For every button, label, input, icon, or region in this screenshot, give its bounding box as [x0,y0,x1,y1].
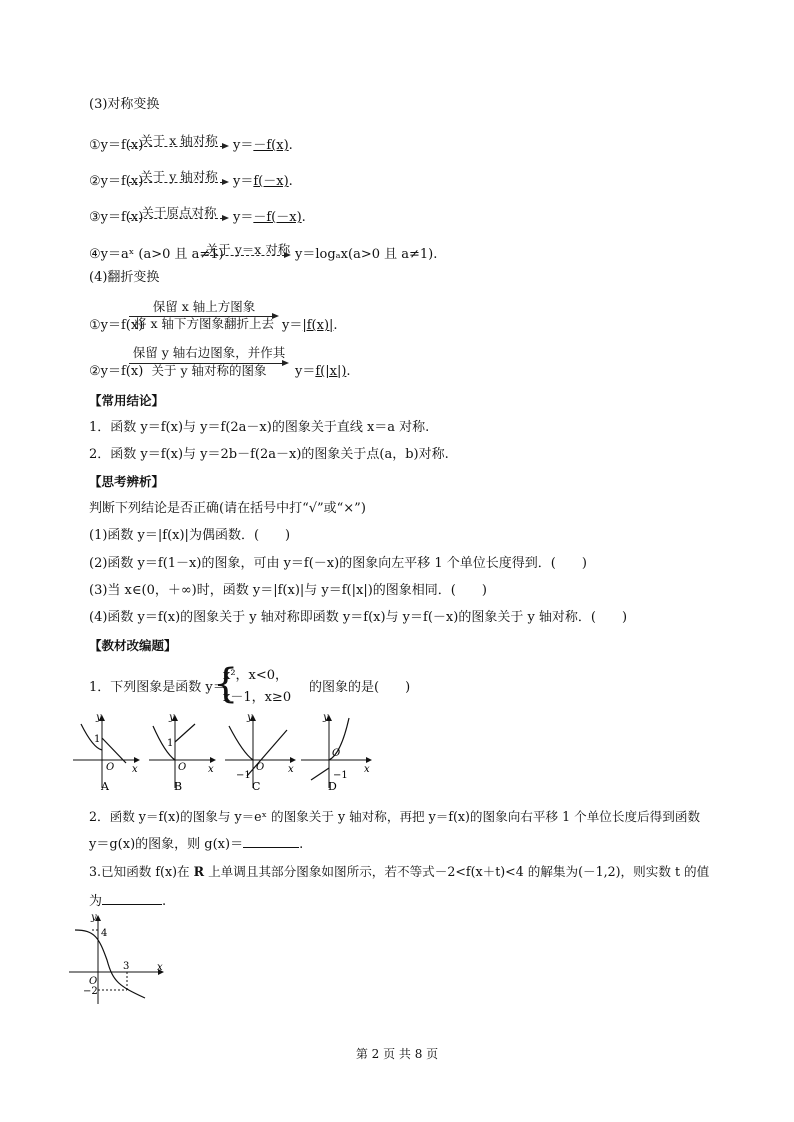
sym-line-4 [89,243,729,261]
q3-x-label: x [157,962,163,973]
graph-c-x-label: x [288,764,294,775]
conclusions-heading: 【常用结论】 [89,393,165,408]
flip-arrow-1-bottom: 将 x 轴下方图象翻折上去 [134,316,274,331]
graph-b [149,712,215,793]
q2-line-1: 2．函数 y＝f(x)的图象与 y＝eˣ 的图象关于 y 轴对称，再把 y＝f(x)的图象向右平移 1 个单位长度后得到函数 [89,809,701,824]
thinking-heading: 【思考辨析】 [89,474,165,489]
sym-line-2-post: y＝f(－x). [233,174,293,189]
graph-c-caption: C [252,780,261,793]
thinking-item-3: (3)当 x∈(0，＋∞)时，函数 y＝|f(x)|与 y＝f(|x|)的图象相同．( ) [89,583,487,598]
sym-line-1-answer: －f(x) [253,138,289,153]
q3-answer-blank[interactable] [102,892,162,905]
sym-line-3-post: y＝－f(－x). [233,210,306,225]
graph-c [225,712,295,793]
flip-arrow-1-top: 保留 x 轴上方图象 [152,299,256,314]
sym-arrow-2 [129,170,229,188]
graph-b-one-label: 1 [167,738,174,749]
thinking-item-2: (2)函数 y＝f(1－x)的图象，可由 y＝f(－x)的图象向左平移 1 个单位长度得到．( ) [89,556,587,571]
graph-d-neg-one-label: −1 [333,770,348,781]
conclusion-item-2: 2．函数 y＝f(x)与 y＝2b－f(2a－x)的图象关于点(a，b)对称. [89,447,449,462]
question-1 [89,661,689,707]
flip-arrow-2-top: 保留 y 轴右边图象，并作其 [132,345,286,360]
graph-b-origin: O [178,762,187,773]
sym-line-4-post: y＝logₐx(a>0 且 a≠1). [295,247,438,262]
thinking-intro: 判断下列结论是否正确(请在括号中打“√”或“×”) [89,501,366,516]
graph-d-x-label: x [364,764,370,775]
sym-line-1-pre: ①y＝f(x) [89,138,144,153]
graph-d-caption: D [328,780,337,793]
q1-post: 的图象的是( ) [309,680,411,695]
q3-neg-two-label: −2 [83,986,98,997]
q2-line-2: y＝g(x)的图象，则 g(x)＝ . [89,837,304,852]
sym-arrow-3-label: 关于原点对称 [141,205,217,220]
section4-heading: (4)翻折变换 [89,270,160,285]
flip-line-2 [89,342,689,382]
flip-line-1-answer: |f(x)| [302,318,334,333]
q3-line-1: 3.已知函数 f(x)在 R 上单调且其部分图象如图所示，若不等式－2<f(x＋t)<4 的解集为(－1,2)，则实数 t 的值 [89,864,710,879]
sym-line-1-post: y＝－f(x). [233,138,293,153]
sym-line-2-answer: f(－x) [253,174,289,189]
graph-a-one-label: 1 [94,734,101,745]
textbook-heading: 【教材改编题】 [89,638,177,653]
conclusion-item-1: 1．函数 y＝f(x)与 y＝f(2a－x)的图象关于直线 x＝a 对称. [89,420,430,435]
sym-line-3-answer: －f(－x) [253,210,302,225]
flip-line-1-pre: ①y＝f(x) [89,318,144,333]
sym-arrow-2-label: 关于 y 轴对称 [140,169,218,184]
q1-option-graphs [69,708,389,803]
graph-c-neg-one-label: −1 [236,770,251,781]
sym-arrow-1 [129,134,229,152]
graph-a-x-label: x [132,764,138,775]
graph-c-origin: O [256,762,265,773]
graph-c-y-label: y [247,712,253,723]
sym-line-3 [89,206,689,224]
q3-real-set: R [193,864,205,879]
q3-four-label: 4 [101,928,108,939]
sym-line-3-pre: ③y＝f(x) [89,210,144,225]
flip-line-2-pre: ②y＝f(x) [89,364,144,379]
sym-arrow-4-label: 关于 y＝x 对称 [205,242,291,257]
q3-y-label: y [91,912,97,923]
thinking-item-4: (4)函数 y＝f(x)的图象关于 y 轴对称即函数 y＝f(x)与 y＝f(－x)的图象关于 y 轴对称．( ) [89,610,628,625]
q1-pre: 1．下列图象是函数 y＝ [89,680,226,695]
flip-line-1 [89,296,689,336]
thinking-item-1: (1)函数 y＝|f(x)|为偶函数．( ) [89,528,291,543]
sym-arrow-3 [129,206,229,224]
page-footer: 第 2 页 共 8 页 [355,1047,439,1061]
q3-line-2: 为 . [89,894,167,909]
flip-arrow-2-bottom: 关于 y 轴对称的图象 [151,363,267,378]
q2-line-2-text: y＝g(x)的图象，则 g(x)＝ [89,837,244,852]
sym-line-4-pre: ④y＝aˣ (a>0 且 a≠1) [89,247,224,262]
flip-line-1-post: y＝|f(x)|. [282,318,338,333]
sym-arrow-1-label: 关于 x 轴对称 [140,133,218,148]
q1-case-1: x²，x<0， [223,668,289,683]
sym-arrow-4 [205,243,291,261]
graph-b-y-label: y [169,712,175,723]
graph-a [73,712,139,793]
sym-line-1 [89,134,689,152]
graph-b-caption: B [174,780,183,793]
section3-heading: (3)对称变换 [89,97,160,112]
q3-origin: O [89,976,98,987]
graph-b-x-label: x [208,764,214,775]
flip-arrow-1 [129,296,279,336]
graph-a-caption: A [101,780,109,793]
q2-answer-blank[interactable] [243,835,299,848]
graph-a-y-label: y [96,712,102,723]
q1-case-2: x－1，x≥0 [223,690,292,705]
sym-line-2-pre: ②y＝f(x) [89,174,144,189]
sym-line-2 [89,170,689,188]
flip-arrow-2 [129,342,289,382]
q1-brace: { [213,661,239,707]
q3-graph [67,912,177,1012]
flip-line-2-answer: f(|x|) [315,364,347,379]
flip-line-2-post: y＝f(|x|). [295,364,351,379]
graph-d-y-label: y [323,712,329,723]
graph-a-origin: O [106,762,115,773]
q3-three-label: 3 [123,961,130,972]
graph-d-origin: O [332,748,341,759]
graph-d [301,712,371,793]
